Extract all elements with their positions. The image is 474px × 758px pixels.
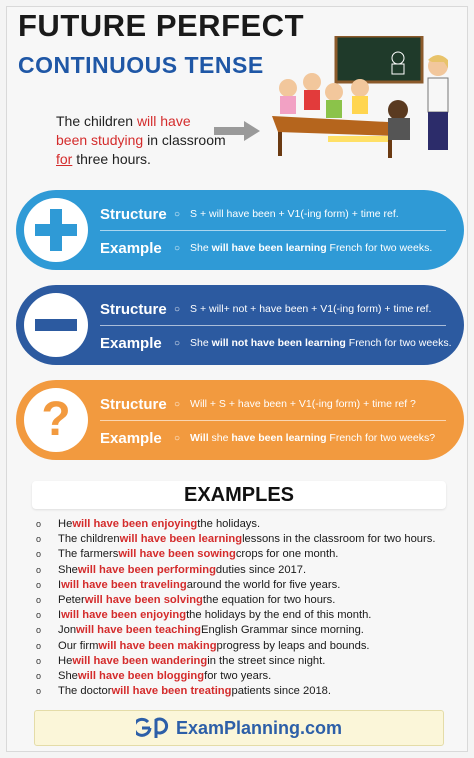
structure-row [100, 200, 454, 228]
intro-text: in classroom [143, 132, 226, 148]
example-text: She will not have been learning French for two weeks. [190, 337, 452, 349]
positive-symbol [24, 198, 88, 262]
example-label: Example [100, 334, 162, 352]
structure-row [100, 295, 454, 323]
intro-text: The children [56, 113, 137, 129]
bullet-icon: o [36, 625, 42, 636]
intro-text: three hours. [72, 151, 151, 167]
logo-icon [136, 716, 170, 740]
bullet-icon: o [36, 564, 42, 575]
plus-icon [33, 207, 79, 253]
list-item: o She will have been performing duties since 2017. [36, 563, 456, 578]
list-item: o Peter will have been solving the equation for two hours. [36, 593, 456, 608]
bullet-icon: ○ [174, 337, 181, 349]
bullet-icon: ○ [174, 208, 181, 220]
list-item: o She will have been blogging for two years. [36, 669, 456, 684]
intro-highlight: been studying [56, 132, 144, 148]
list-item: o I will have been enjoying the holidays by the end of this month. [36, 608, 456, 623]
list-item: o The children will have been learning lessons in the classroom for two hours. [36, 532, 456, 547]
bullet-icon: o [36, 534, 42, 545]
structure-label: Structure [100, 205, 167, 223]
list-item: o He will have been enjoying the holidays. [36, 517, 456, 532]
divider [100, 325, 446, 326]
example-row [100, 424, 454, 452]
bullet-icon: o [36, 686, 42, 697]
bullet-icon: o [36, 594, 42, 605]
bullet-icon: o [36, 610, 42, 621]
divider [100, 420, 446, 421]
intro-sentence [56, 112, 226, 169]
brand-name[interactable]: ExamPlanning.com [175, 717, 343, 738]
structure-text: S + will have been + V1(-ing form) + time ref. [190, 208, 399, 220]
bullet-icon: o [36, 655, 42, 666]
list-item: o He will have been wandering in the street since night. [36, 654, 456, 669]
example-text: Will she have been learning French for two weeks? [190, 432, 436, 444]
example-row [100, 234, 454, 262]
classroom-illustration [268, 36, 468, 166]
intro-highlight: will have [136, 113, 191, 129]
question-section [16, 380, 464, 460]
bullet-icon: o [36, 670, 42, 681]
example-row [100, 329, 454, 357]
minus-icon [33, 302, 79, 348]
bullet-icon: o [36, 519, 42, 529]
structure-text: Will + S + have been + V1(-ing form) + time ref ? [190, 398, 416, 410]
examples-list [36, 517, 456, 699]
structure-label: Structure [100, 395, 167, 413]
question-icon: ? [41, 393, 71, 446]
list-item: o The doctor will have been treating patients since 2018. [36, 684, 456, 699]
example-label: Example [100, 429, 162, 447]
bullet-icon: ○ [174, 432, 181, 444]
page-title: FUTURE PERFECT [18, 8, 304, 43]
negative-section [16, 285, 464, 365]
footer-banner [34, 710, 444, 746]
list-item: o Our firm will have been making progress by leaps and bounds. [36, 639, 456, 654]
list-item: o I will have been traveling around the world for five years. [36, 578, 456, 593]
page-subtitle: CONTINUOUS TENSE [18, 52, 264, 78]
example-text: She will have been learning French for two weeks. [190, 242, 433, 254]
bullet-icon: ○ [174, 242, 181, 254]
bullet-icon: ○ [174, 303, 181, 315]
bullet-icon: ○ [174, 398, 181, 410]
bullet-icon: o [36, 579, 42, 590]
structure-text: S + will+ not + have been + V1(-ing form) + time ref. [190, 303, 432, 315]
list-item: o Jon will have been teaching English Grammar since morning. [36, 623, 456, 638]
negative-symbol [24, 293, 88, 357]
example-label: Example [100, 239, 162, 257]
positive-section [16, 190, 464, 270]
structure-row [100, 390, 454, 418]
list-item: o The farmers will have been sowing crops for one month. [36, 547, 456, 562]
divider [100, 230, 446, 231]
intro-highlight: for [56, 151, 73, 167]
bullet-icon: o [36, 640, 42, 651]
examples-heading: EXAMPLES [32, 481, 446, 509]
structure-label: Structure [100, 300, 167, 318]
arrow-right-icon [214, 121, 262, 141]
question-symbol [24, 388, 88, 452]
bullet-icon: o [36, 549, 42, 560]
